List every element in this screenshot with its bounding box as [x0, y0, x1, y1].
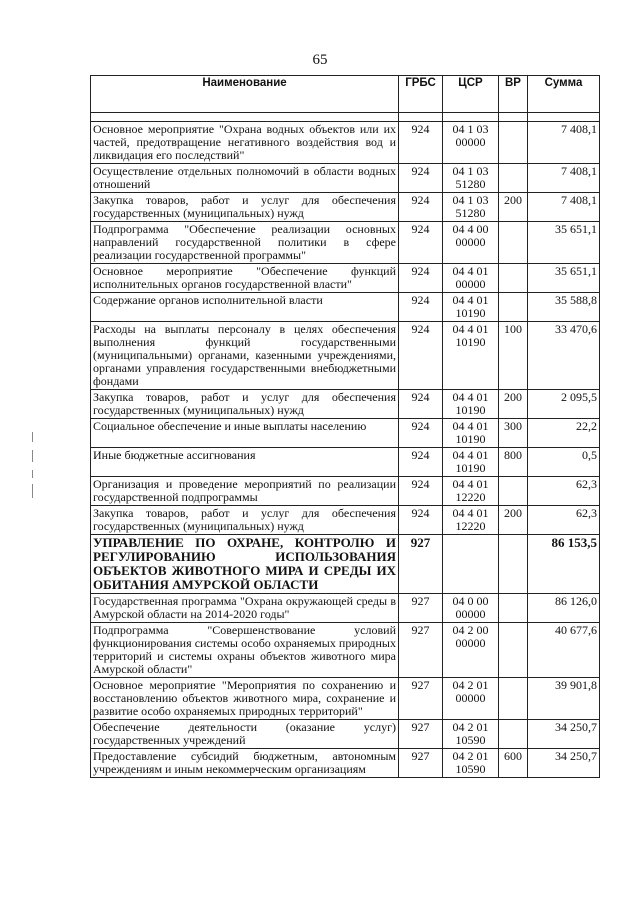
cell-name: Закупка товаров, работ и услуг для обеспечения государственных (муниципальных) нужд	[91, 193, 399, 222]
cell-vr	[499, 477, 528, 506]
header-vr: ВР	[499, 76, 528, 113]
table-row	[91, 264, 600, 293]
cell-vr	[499, 122, 528, 164]
table-row	[91, 193, 600, 222]
cell-name: Основное мероприятие "Обеспечение функций исполнительных органов государственной власти"	[91, 264, 399, 293]
cell-vr	[499, 623, 528, 678]
table-row	[91, 322, 600, 390]
cell-csr: 04 4 01 10190	[443, 419, 499, 448]
table-row	[91, 164, 600, 193]
cell-grbs: 924	[399, 264, 443, 293]
cell-csr: 04 2 00 00000	[443, 623, 499, 678]
cell-grbs: 924	[399, 222, 443, 264]
cell-name: УПРАВЛЕНИЕ ПО ОХРАНЕ, КОНТРОЛЮ И РЕГУЛИРОВАНИЮ ИСПОЛЬЗОВАНИЯ ОБЪЕКТОВ ЖИВОТНОГО МИРА И СРЕДЫ ИХ ОБИТАНИЯ АМУРСКОЙ ОБЛАСТИ	[91, 535, 399, 594]
table-body	[91, 113, 600, 778]
page-number: 65	[312, 52, 328, 68]
cell-name: Подпрограмма "Совершенствование условий функционирования системы особо охраняемых природных территорий и системы охраны объектов животного мира Амурской области"	[91, 623, 399, 678]
table-row	[91, 222, 600, 264]
cell-grbs: 924	[399, 419, 443, 448]
cell-csr: 04 2 01 10590	[443, 749, 499, 778]
cell-sum: 35 651,1	[528, 264, 600, 293]
cell-grbs: 927	[399, 749, 443, 778]
cell-grbs: 924	[399, 448, 443, 477]
table-row	[91, 293, 600, 322]
table-row	[91, 720, 600, 749]
cell-sum: 39 901,8	[528, 678, 600, 720]
cell-vr	[499, 293, 528, 322]
cell-sum: 34 250,7	[528, 749, 600, 778]
table-row	[91, 749, 600, 778]
cell-name: Основное мероприятие "Охрана водных объектов или их частей, предотвращение негативного воздействия вод и ликвидация его последствий"	[91, 122, 399, 164]
cell-csr: 04 0 00 00000	[443, 594, 499, 623]
cell-grbs: 924	[399, 164, 443, 193]
table-row	[91, 594, 600, 623]
cell-name: Подпрограмма "Обеспечение реализации основных направлений государственной политики в сфере реализации государственной программы"	[91, 222, 399, 264]
cell-csr: 04 4 01 10190	[443, 293, 499, 322]
cell-grbs: 924	[399, 322, 443, 390]
cell-vr	[499, 535, 528, 594]
table-row	[91, 419, 600, 448]
binding-marks	[30, 432, 36, 502]
cell-sum: 40 677,6	[528, 623, 600, 678]
cell-sum: 62,3	[528, 506, 600, 535]
table-row	[91, 623, 600, 678]
cell-name: Закупка товаров, работ и услуг для обеспечения государственных (муниципальных) нужд	[91, 390, 399, 419]
cell-name: Обеспечение деятельности (оказание услуг) государственных учреждений	[91, 720, 399, 749]
cell-sum: 86 153,5	[528, 535, 600, 594]
cell-name: Государственная программа "Охрана окружающей среды в Амурской области на 2014-2020 годы"	[91, 594, 399, 623]
cell-csr: 04 4 01 10190	[443, 322, 499, 390]
cell-grbs: 924	[399, 293, 443, 322]
cell-vr	[499, 222, 528, 264]
cell-name: Расходы на выплаты персоналу в целях обеспечения выполнения функций государственными (муниципальными) органами, казенными учреждениями, органами управления государственными внебюджетными фондами	[91, 322, 399, 390]
cell-vr	[499, 594, 528, 623]
table-row	[91, 448, 600, 477]
cell-vr: 300	[499, 419, 528, 448]
cell-csr: 04 4 01 12220	[443, 506, 499, 535]
cell-sum: 2 095,5	[528, 390, 600, 419]
cell-sum: 7 408,1	[528, 193, 600, 222]
cell-vr: 200	[499, 390, 528, 419]
cell-sum: 7 408,1	[528, 164, 600, 193]
header-sum: Сумма	[528, 76, 600, 113]
cell-vr: 800	[499, 448, 528, 477]
cell-csr: 04 4 01 10190	[443, 390, 499, 419]
cell-grbs: 924	[399, 390, 443, 419]
cell-csr: 04 4 01 00000	[443, 264, 499, 293]
spacer-row	[91, 113, 600, 122]
cell-grbs: 924	[399, 193, 443, 222]
header-csr: ЦСР	[443, 76, 499, 113]
cell-sum: 22,2	[528, 419, 600, 448]
cell-vr: 100	[499, 322, 528, 390]
cell-csr: 04 1 03 00000	[443, 122, 499, 164]
table-row	[91, 678, 600, 720]
budget-table	[90, 75, 600, 778]
cell-name: Иные бюджетные ассигнования	[91, 448, 399, 477]
table-row	[91, 390, 600, 419]
cell-sum: 35 588,8	[528, 293, 600, 322]
cell-csr	[443, 535, 499, 594]
cell-vr	[499, 720, 528, 749]
cell-vr: 600	[499, 749, 528, 778]
cell-csr: 04 2 01 10590	[443, 720, 499, 749]
cell-vr	[499, 164, 528, 193]
cell-name: Социальное обеспечение и иные выплаты населению	[91, 419, 399, 448]
cell-vr: 200	[499, 193, 528, 222]
cell-name: Содержание органов исполнительной власти	[91, 293, 399, 322]
cell-grbs: 924	[399, 477, 443, 506]
table-row	[91, 506, 600, 535]
cell-grbs: 924	[399, 122, 443, 164]
cell-name: Предоставление субсидий бюджетным, автономным учреждениям и иным некоммерческим организациям	[91, 749, 399, 778]
cell-vr	[499, 264, 528, 293]
cell-grbs: 927	[399, 623, 443, 678]
cell-sum: 35 651,1	[528, 222, 600, 264]
cell-grbs: 927	[399, 594, 443, 623]
cell-name: Организация и проведение мероприятий по реализации государственной подпрограммы	[91, 477, 399, 506]
cell-csr: 04 4 01 10190	[443, 448, 499, 477]
cell-grbs: 927	[399, 720, 443, 749]
cell-csr: 04 4 01 12220	[443, 477, 499, 506]
cell-csr: 04 2 01 00000	[443, 678, 499, 720]
cell-grbs: 924	[399, 506, 443, 535]
cell-sum: 33 470,6	[528, 322, 600, 390]
table-row	[91, 477, 600, 506]
cell-csr: 04 4 00 00000	[443, 222, 499, 264]
cell-sum: 62,3	[528, 477, 600, 506]
cell-sum: 0,5	[528, 448, 600, 477]
cell-csr: 04 1 03 51280	[443, 164, 499, 193]
cell-vr: 200	[499, 506, 528, 535]
cell-sum: 34 250,7	[528, 720, 600, 749]
cell-grbs: 927	[399, 678, 443, 720]
header-name: Наименование	[91, 76, 399, 113]
cell-sum: 7 408,1	[528, 122, 600, 164]
table-row	[91, 122, 600, 164]
cell-vr	[499, 678, 528, 720]
cell-csr: 04 1 03 51280	[443, 193, 499, 222]
cell-grbs: 927	[399, 535, 443, 594]
header-grbs: ГРБС	[399, 76, 443, 113]
table-header-row	[91, 76, 600, 113]
table-row	[91, 535, 600, 594]
cell-sum: 86 126,0	[528, 594, 600, 623]
cell-name: Закупка товаров, работ и услуг для обеспечения государственных (муниципальных) нужд	[91, 506, 399, 535]
cell-name: Основное мероприятие "Мероприятия по сохранению и восстановлению объектов животного мира, сохранение и развитие особо охраняемых природных территорий"	[91, 678, 399, 720]
cell-name: Осуществление отдельных полномочий в области водных отношений	[91, 164, 399, 193]
